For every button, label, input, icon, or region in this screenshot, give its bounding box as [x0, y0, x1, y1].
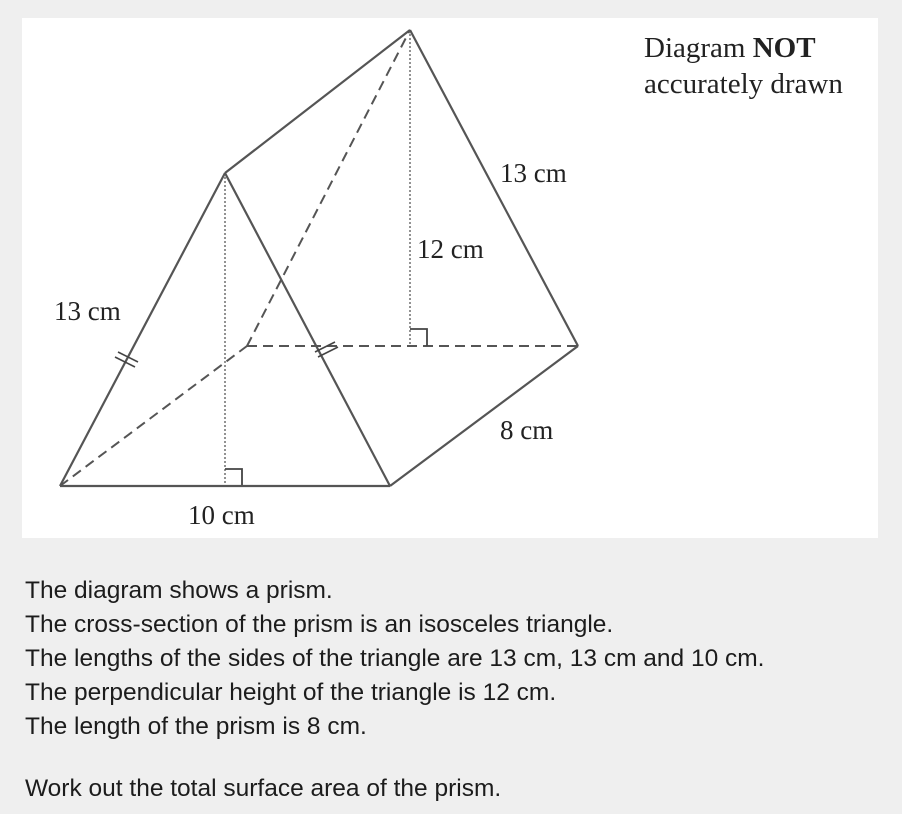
question-line-4: The perpendicular height of the triangle is 12 cm. — [25, 679, 557, 706]
note-prefix: Diagram — [644, 32, 753, 64]
label-prism-length: 8 cm — [500, 415, 554, 445]
prism-diagram-panel — [22, 18, 878, 538]
question-line-2: The cross-section of the prism is an isosceles triangle. — [25, 611, 614, 638]
front-right-slant-edge — [225, 173, 390, 486]
question-line-1: The diagram shows a prism. — [25, 577, 333, 604]
label-back-slant-side: 13 cm — [500, 158, 567, 188]
note-line-2: accurately drawn — [644, 68, 843, 100]
label-perpendicular-height: 12 cm — [417, 234, 484, 264]
front-left-slant-edge — [60, 173, 225, 486]
top-ridge-edge — [225, 30, 410, 173]
question-task: Work out the total surface area of the prism. — [25, 775, 502, 802]
label-front-slant-side: 13 cm — [54, 296, 121, 326]
hidden-back-left-edge — [247, 30, 410, 346]
right-side-equal-ticks — [315, 342, 338, 357]
diagram-accuracy-note — [644, 30, 843, 102]
question-text — [25, 574, 885, 806]
back-right-slant-edge — [410, 30, 578, 346]
back-right-angle-marker — [410, 329, 427, 346]
question-line-3: The lengths of the sides of the triangle are 13 cm, 13 cm and 10 cm. — [25, 645, 765, 672]
question-line-5: The length of the prism is 8 cm. — [25, 713, 367, 740]
hidden-bottom-left-edge — [60, 346, 247, 486]
label-base-width: 10 cm — [188, 500, 255, 530]
front-right-angle-marker — [225, 469, 242, 486]
note-line-1 — [644, 30, 843, 66]
note-emphasis: NOT — [752, 32, 816, 64]
